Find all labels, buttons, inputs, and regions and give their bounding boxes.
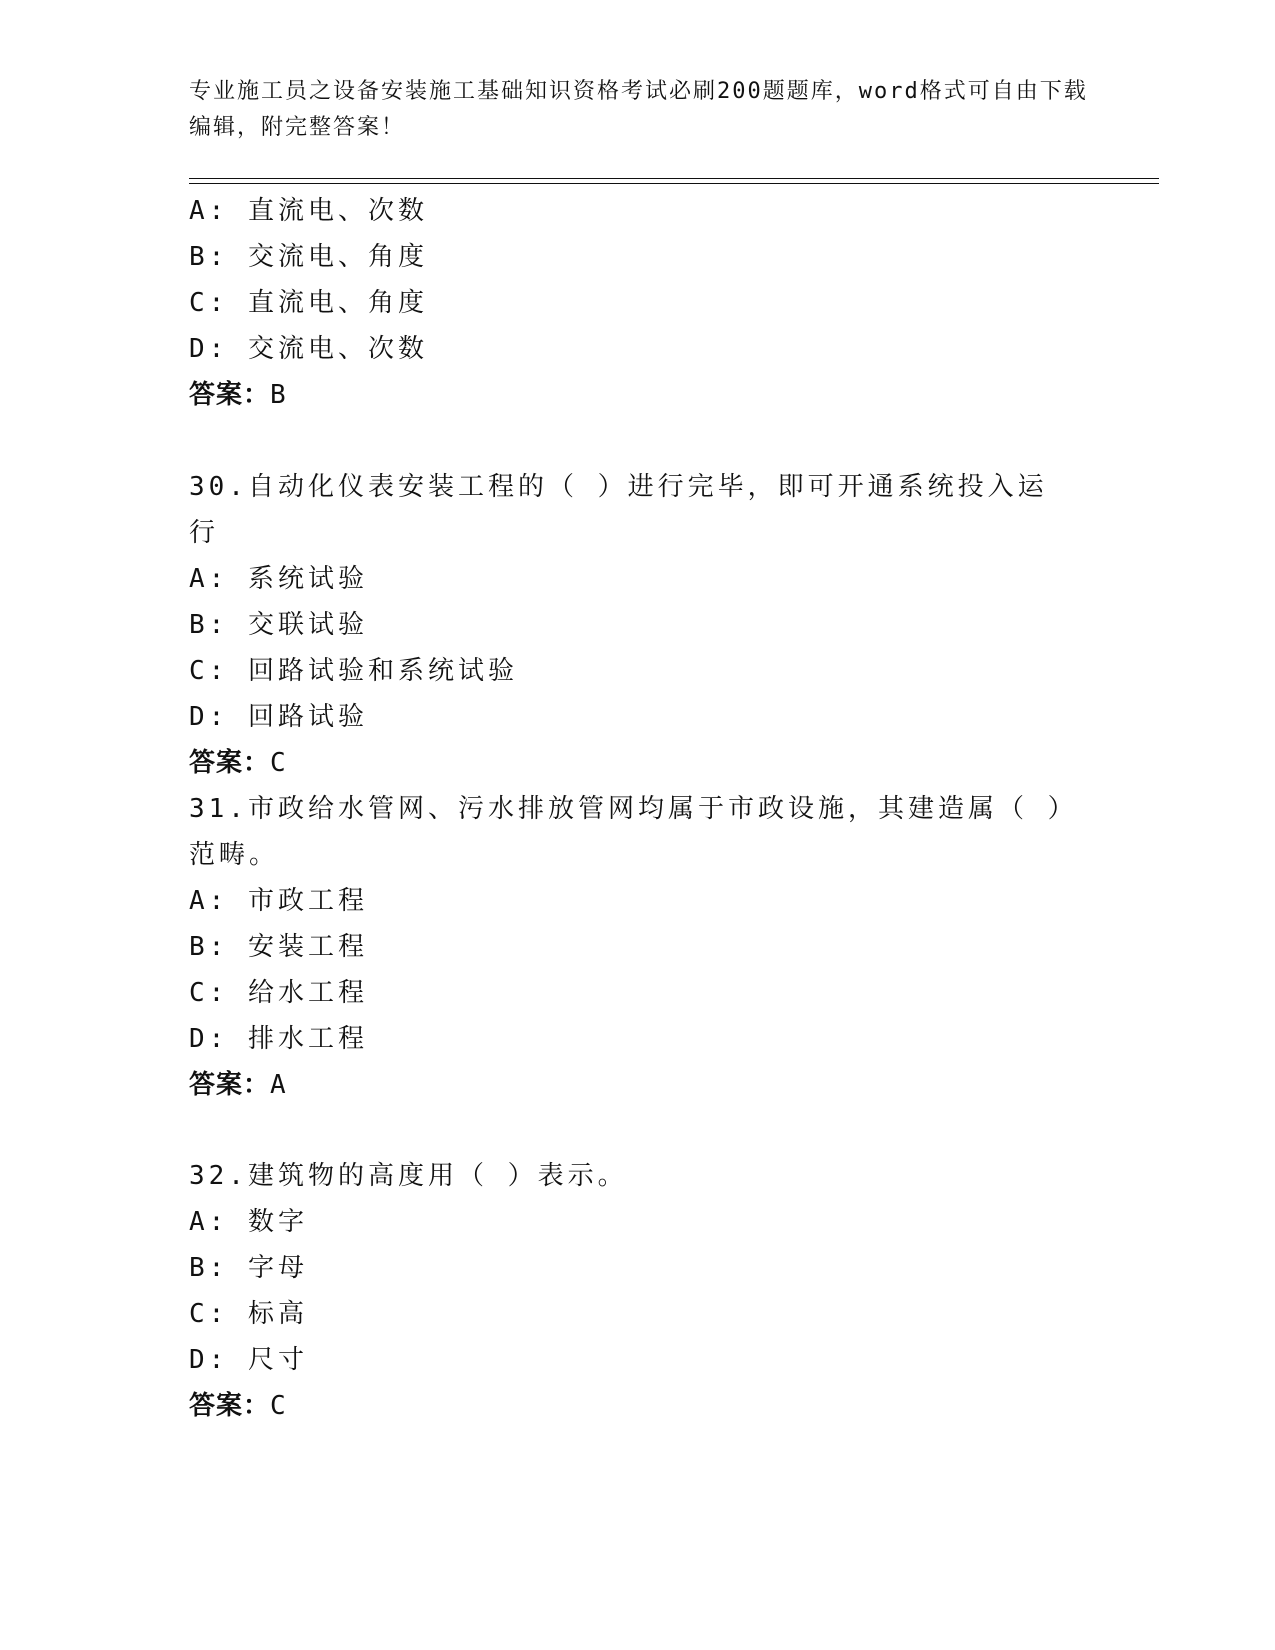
question-stem: 31.市政给水管网、污水排放管网均属于市政设施，其建造属（ ）范畴。 <box>189 794 1065 870</box>
option-c: C: 直流电、角度 <box>189 288 428 318</box>
answer-label: 答案： <box>189 748 271 778</box>
question-32 <box>189 1153 1089 1429</box>
option-a: A: 市政工程 <box>189 886 368 916</box>
option-a: A: 系统试验 <box>189 564 368 594</box>
option-b: B: 交联试验 <box>189 610 368 640</box>
answer-line <box>189 1062 1089 1108</box>
question-stem: 32.建筑物的高度用（ ）表示。 <box>189 1161 628 1191</box>
question-stem: 30.自动化仪表安装工程的（ ）进行完毕，即可开通系统投入运行 <box>189 472 1048 548</box>
answer-line <box>189 1383 1089 1429</box>
option-d: D: 交流电、次数 <box>189 334 428 364</box>
header-divider-top <box>189 178 1159 179</box>
header-text: 专业施工员之设备安装施工基础知识资格考试必刷200题题库，word格式可自由下载编辑，附完整答案！ <box>189 79 1088 140</box>
answer-label: 答案： <box>189 1391 271 1421</box>
option-c: C: 给水工程 <box>189 978 368 1008</box>
answer-value: C <box>270 748 286 778</box>
option-a: A: 直流电、次数 <box>189 196 428 226</box>
option-a: A: 数字 <box>189 1207 308 1237</box>
option-c: C: 标高 <box>189 1299 308 1329</box>
document-header <box>189 74 1089 146</box>
option-b: B: 安装工程 <box>189 932 368 962</box>
option-b: B: 字母 <box>189 1253 308 1283</box>
answer-value: C <box>270 1391 286 1421</box>
question-30 <box>189 464 1089 786</box>
option-d: D: 排水工程 <box>189 1024 368 1054</box>
answer-line <box>189 372 1089 418</box>
answer-line <box>189 740 1089 786</box>
option-d: D: 回路试验 <box>189 702 368 732</box>
option-b: B: 交流电、角度 <box>189 242 428 272</box>
answer-value: A <box>270 1070 286 1100</box>
answer-label: 答案： <box>189 1070 271 1100</box>
answer-value: B <box>270 380 286 410</box>
answer-label: 答案： <box>189 380 271 410</box>
option-c: C: 回路试验和系统试验 <box>189 656 518 686</box>
question-29-continuation <box>189 188 1089 418</box>
option-d: D: 尺寸 <box>189 1345 308 1375</box>
question-31 <box>189 786 1089 1108</box>
header-divider-bottom <box>189 183 1159 184</box>
